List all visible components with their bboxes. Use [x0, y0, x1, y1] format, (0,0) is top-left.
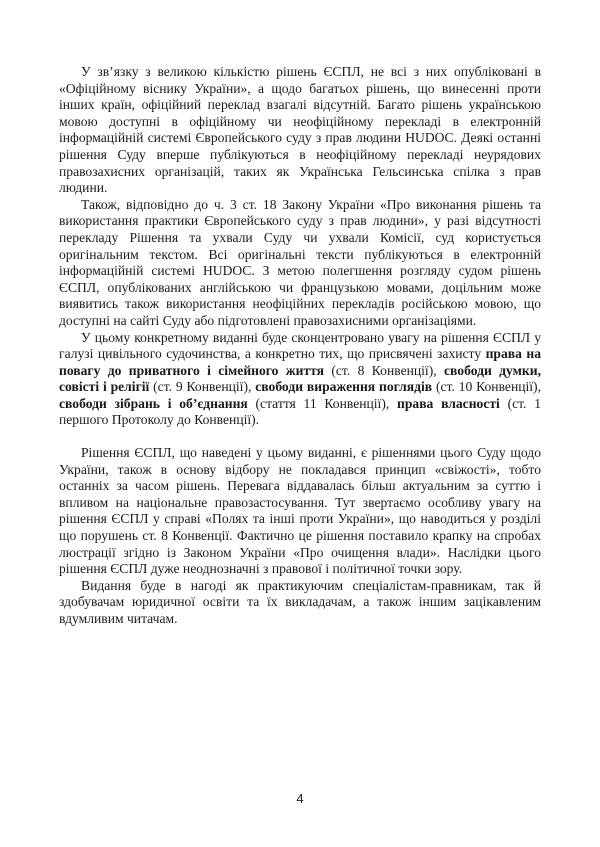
bold-term-freedom-of-expression: свободи вираження поглядів	[255, 379, 433, 395]
bold-term-property-rights: права власності	[397, 395, 500, 411]
paragraph-3-text-6: (ст. 1 першого Протоколу до Конвенції).	[59, 395, 541, 428]
paragraph-spacer	[59, 429, 541, 445]
paragraph-3-text-3: (ст. 9 Конвенції),	[149, 379, 256, 395]
paragraph-3-text-5: (стаття 11 Конвенції),	[247, 395, 398, 411]
page-number: 4	[296, 791, 304, 806]
paragraph-5: Видання буде в нагоді як практикуючим спеціалістам-правникам, так й здобувачам юридичної освіти та їх викладачам, а також іншим зацікавленим вдумливим читачам.	[59, 577, 541, 626]
paragraph-3-text-1: У цьому конкретному виданні буде сконцентровано увагу на рішення ЄСПЛ у галузі цивільного судочинства, а конкретно тих, що присвячені захисту	[59, 329, 541, 362]
paragraph-4: Рішення ЄСПЛ, що наведені у цьому виданні, є рішеннями цього Суду щодо України, також в основу відбору не покладався принцип «свіжості», тобто останніх за часом рішень. Перевага віддавалась більш актуальним за суттю і впливом на національне правозастосування. Тут звертаємо особливу увагу на рішення ЄСПЛ у справі «Полях та інші проти України», що наводиться у розділі що порушень ст. 8 Конвенції. Фактично це рішення поставило крапку на спробах люстрації згідно із Законом України «Про очищення влади». Наслідки цього рішення ЄСПЛ дуже неоднозначні з правової і політичної точки зору.	[59, 445, 541, 577]
bold-term-freedom-of-assembly: свободи зібрань і об’єднання	[59, 395, 248, 411]
paragraph-3-text-4: (ст. 10 Конвенції),	[432, 379, 541, 395]
bold-term-private-life: права на повагу до приватного і сімейного життя	[59, 346, 541, 378]
paragraph-3-text-2: (ст. 8 Конвенції),	[324, 362, 444, 378]
document-body	[59, 64, 541, 628]
paragraph-2: Також, відповідно до ч. 3 ст. 18 Закону України «Про виконання рішень та використання практики Європейського суду з прав людини», у разі відсутності перекладу Рішення та ухвали Суду чи ухвали Комісії, суд користується оригінальним текстом. Всі оригінальні тексти публікуються в електронній інформаційній системі HUDOC. З метою полегшення розгляду судом рішень ЄСПЛ, опублікованих англійською чи французькою мовами, доцільним може виявитись також використання неофіційних перекладів російською мовою, що доступні на сайті Суду або підготовлені правозахисними організаціями.	[59, 196, 541, 328]
paragraph-3	[59, 330, 541, 430]
bold-term-freedom-of-thought: свободи думки, совісті і релігії	[59, 362, 541, 395]
paragraph-1: У зв’язку з великою кількістю рішень ЄСПЛ, не всі з них опубліковані в «Офіційному віснику України», а щодо багатьох рішень, що винесенні проти інших країн, офіційний переклад взагалі відсутній. Багато рішень українською мовою доступні в офіційному чи неофіційному перекладі в електронній інформаційній системі Європейського суду з прав людини HUDOC. Деякі останні рішення Суду вперше публікуються в неофіційному перекладі неурядових правозахисних організацій, таких як Українська Гельсинська спілка з прав людини.	[59, 64, 541, 196]
